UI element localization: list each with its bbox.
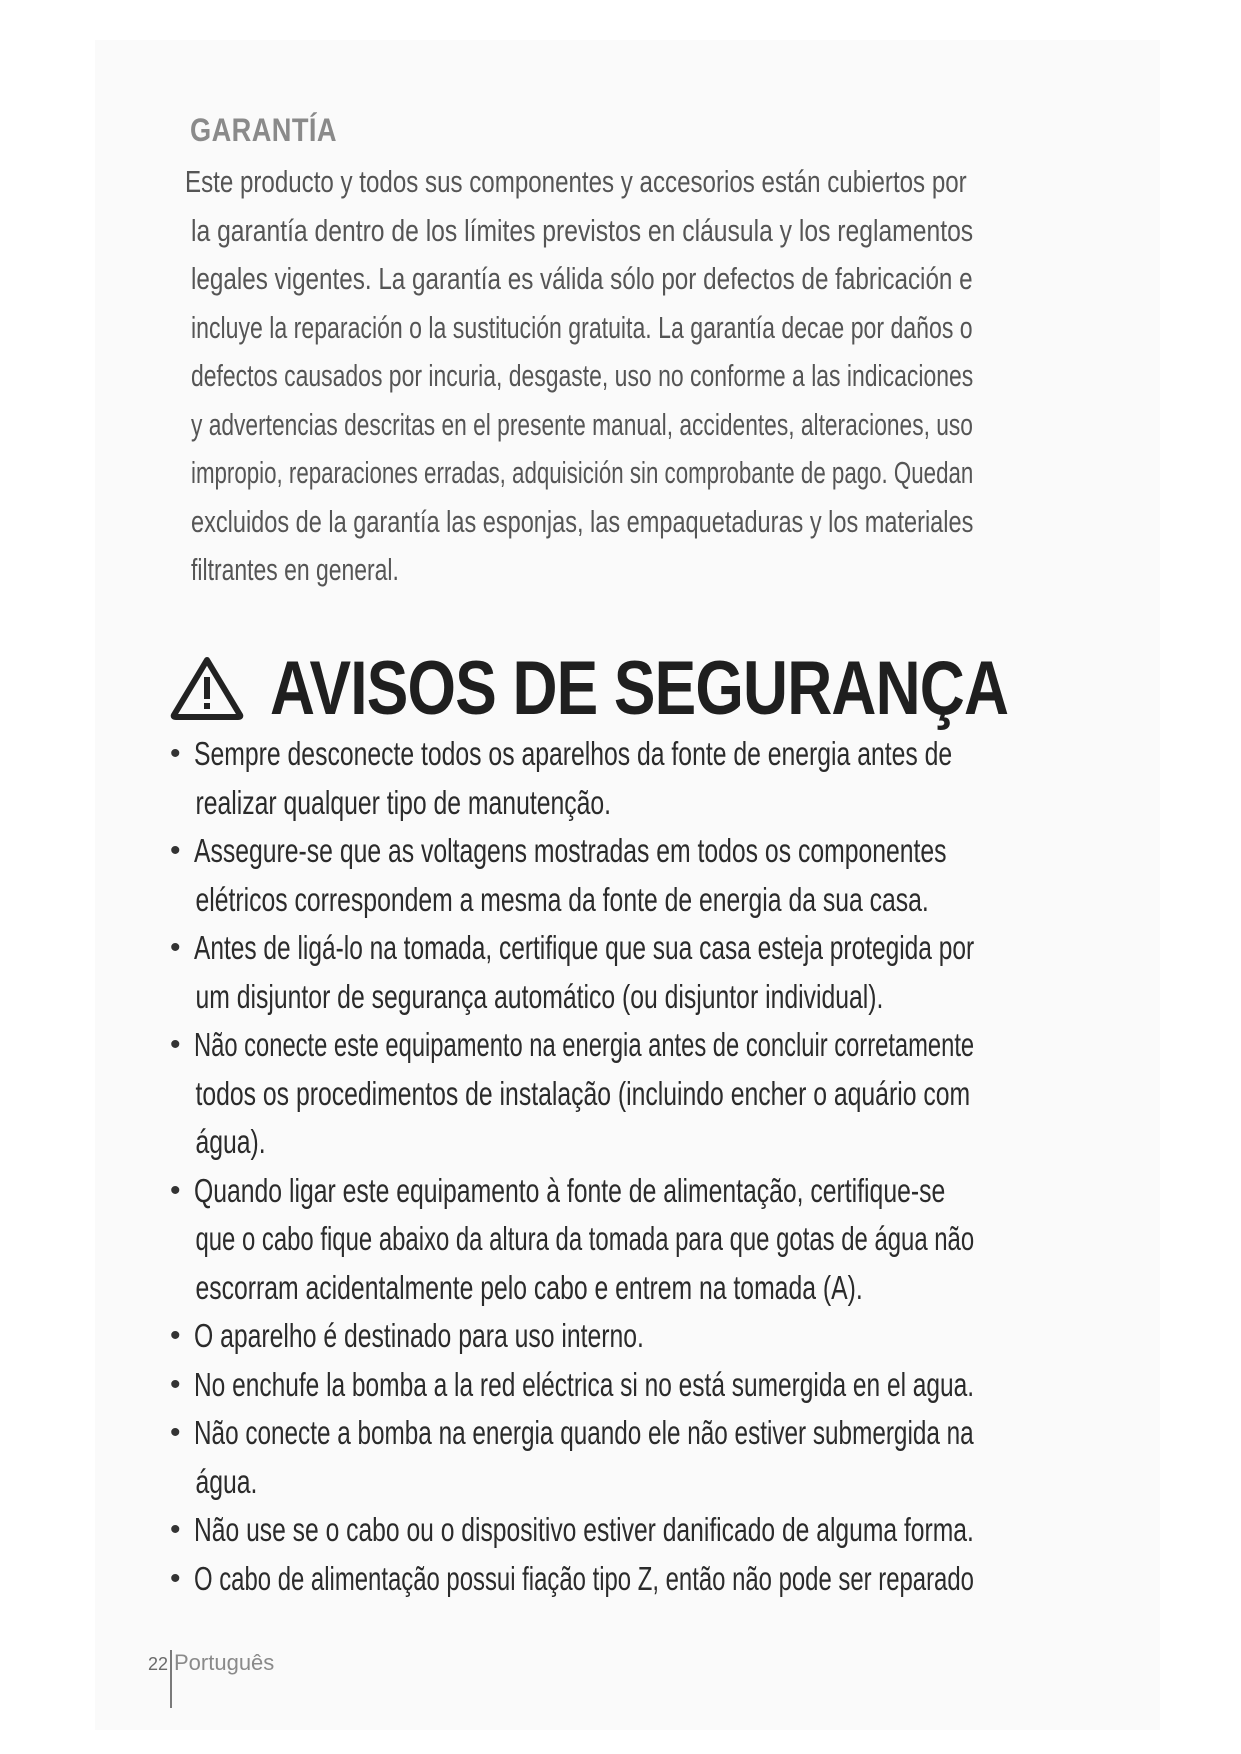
safety-bullet-item — [170, 1555, 1070, 1604]
bullet-dot: • — [170, 1319, 181, 1352]
bullet-line: água). — [195, 1123, 266, 1160]
bullet-line: Não conecte a bomba na energia quando ele não estiver submergida na — [194, 1414, 974, 1451]
garantia-line: excluidos de la garantía las esponjas, las empaquetaduras y los materiales — [191, 503, 974, 539]
safety-bullet-item — [170, 1409, 1070, 1506]
garantia-line: impropio, reparaciones erradas, adquisición sin comprobante de pago. Quedan — [191, 455, 974, 490]
garantia-line: incluye la reparación o la sustitución gratuita. La garantía decae por daños o — [191, 309, 973, 345]
bullet-dot: • — [170, 1561, 181, 1595]
safety-bullet-item — [170, 827, 1070, 924]
safety-bullet-item — [170, 730, 1070, 827]
safety-bullet-list — [170, 730, 1070, 1603]
bullet-dot: • — [170, 1173, 181, 1207]
avisos-header — [170, 645, 1170, 731]
bullet-line: um disjuntor de segurança automático (ou disjuntor individual). — [195, 977, 884, 1015]
bullet-dot: • — [170, 931, 181, 964]
footer-language: Português — [174, 1650, 275, 1675]
bullet-dot: • — [170, 737, 181, 770]
garantia-line: la garantía dentro de los límites previstos en cláusula y los reglamentos — [191, 212, 974, 248]
garantia-line: Este producto y todos sus componentes y accesorios están cubiertos por — [185, 164, 967, 199]
bullet-dot: • — [170, 1416, 181, 1449]
bullet-line: escorram acidentalmente pelo cabo e entrem na tomada (A). — [195, 1268, 863, 1306]
safety-bullet-item — [170, 1506, 1070, 1555]
footer-divider — [170, 1650, 172, 1708]
avisos-heading: AVISOS DE SEGURANÇA — [270, 645, 1009, 731]
safety-bullet-item — [170, 1361, 1070, 1410]
bullet-dot: • — [170, 1367, 181, 1401]
bullet-line: Quando ligar este equipamento à fonte de alimentação, certifique-se — [194, 1171, 946, 1209]
garantia-paragraph — [185, 158, 1071, 595]
bullet-line: todos os procedimentos de instalação (incluindo encher o aquário com — [195, 1074, 971, 1112]
garantia-heading: GARANTÍA — [190, 112, 337, 148]
bullet-dot: • — [170, 834, 181, 867]
bullet-line: Não conecte este equipamento na energia antes de concluir corretamente — [194, 1026, 975, 1063]
bullet-line: No enchufe la bomba a la red eléctrica si no está sumergida en el agua. — [194, 1365, 975, 1403]
warning-triangle-icon — [170, 655, 244, 721]
garantia-line: legales vigentes. La garantía es válida sólo por defectos de fabricación e — [191, 261, 973, 296]
page-number: 22 — [148, 1654, 169, 1674]
safety-bullet-item — [170, 924, 1070, 1021]
bullet-line: O cabo de alimentação possui fiação tipo Z, então não pode ser reparado — [194, 1559, 974, 1597]
bullet-line: Sempre desconecte todos os aparelhos da fonte de energia antes de — [194, 735, 953, 772]
safety-bullet-item — [170, 1312, 1070, 1361]
safety-bullet-item — [170, 1167, 1070, 1313]
bullet-line: que o cabo fique abaixo da altura da tomada para que gotas de água não — [195, 1220, 975, 1257]
bullet-line: O aparelho é destinado para uso interno. — [194, 1317, 644, 1354]
bullet-dot: • — [170, 1513, 181, 1546]
bullet-line: Assegure-se que as voltagens mostradas em todos os componentes — [194, 832, 947, 869]
bullet-line: Não use se o cabo ou o dispositivo estiver danificado de alguma forma. — [194, 1511, 974, 1548]
bullet-line: realizar qualquer tipo de manutenção. — [195, 783, 612, 821]
garantia-line: y advertencias descritas en el presente manual, accidentes, alteraciones, uso — [191, 406, 973, 442]
safety-bullet-item — [170, 1021, 1070, 1167]
garantia-line: defectos causados por incuria, desgaste, uso no conforme a las indicaciones — [191, 358, 974, 393]
bullet-line: Antes de ligá-lo na tomada, certifique que sua casa esteja protegida por — [194, 929, 975, 966]
bullet-line: elétricos correspondem a mesma da fonte de energia da sua casa. — [195, 880, 929, 918]
garantia-line: filtrantes en general. — [191, 552, 399, 587]
bullet-line: água. — [195, 1462, 258, 1500]
bullet-dot: • — [170, 1028, 181, 1061]
